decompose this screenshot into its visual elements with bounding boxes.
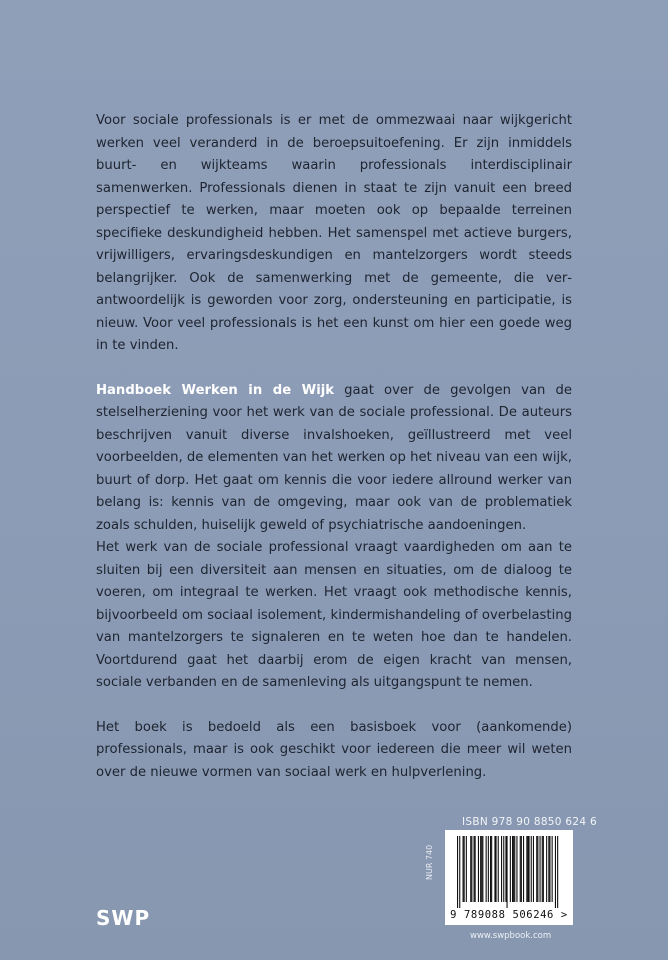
paragraph-2 [96, 380, 572, 538]
barcode-bar [488, 836, 489, 902]
barcode-bar [533, 836, 534, 902]
paragraph-2-rest: gaat over de gevolgen van de stelselherziening voor het werk van de sociale professional. De auteurs beschrijven vanuit diverse invalshoeken, geïllustreerd met veel voorbeelden, de elementen van het werken op het niveau van een wijk, buurt of dorp. Het gaat om kennis die voor iedere allround werker van belang is: kennis van de omgeving, maar ook van de problematiek zoals schulden, huiselijk geweld of psychiatrische aandoeningen. [96, 382, 573, 533]
barcode-bar [507, 836, 508, 908]
barcode-bar [512, 836, 513, 902]
paragraph-gap [96, 358, 572, 380]
barcode-bar [494, 836, 495, 902]
barcode-bar [542, 836, 543, 902]
barcode-bar [552, 836, 553, 902]
barcode-bar [466, 836, 467, 902]
paragraph-1: Voor sociale professionals is er met de ommezwaai naar wijkgericht werken veel veranderd in de beroepsuitoefening. Er zijn inmiddels buurt- en wijkteams waarin professionals interdisciplinair samenwerken. Professionals dienen in staat te zijn vanuit een breed perspectief te werken, maar moeten ook op bepaalde terreinen specifieke deskundigheid hebben. Het samenspel met actieve burgers, vrijwilligers, ervaringsdeskundigen en mantelzorgers wordt steeds belangrijker. Ook de samenwerking met de gemeente, die verantwoordelijk is geworden voor zorg, ondersteuning en participatie, is nieuw. Voor veel professionals is het een kunst om hier een goede weg in te vinden. [96, 113, 572, 353]
barcode-bar [540, 836, 541, 902]
barcode-bar [514, 836, 515, 902]
barcode-bar [464, 836, 465, 902]
barcode-bar [496, 836, 497, 902]
barcode-bar [529, 836, 530, 902]
blurb-text [96, 110, 572, 784]
barcode-bar [527, 836, 528, 902]
barcode-bar [557, 836, 558, 908]
publisher-website: www.swpbook.com [470, 931, 552, 941]
barcode-bar [457, 836, 458, 908]
barcode-bar [537, 836, 538, 902]
barcode-bar [520, 836, 521, 902]
nur-code: NUR 740 [425, 844, 434, 880]
barcode-bar [546, 836, 547, 902]
paragraph-gap [96, 695, 572, 717]
barcode-bar [459, 836, 460, 908]
barcode-bar [555, 836, 556, 908]
barcode-bar [526, 836, 527, 902]
barcode-bar [470, 836, 471, 902]
paragraph-4: Het boek is bedoeld als een basisboek voor (aankomende) professionals, maar is ook geschikt voor iedereen die meer wil weten over de nieuwe vormen van sociaal werk en hulpverlening. [96, 719, 572, 780]
book-title-highlight: Handboek Werken in de Wijk [96, 382, 335, 398]
barcode-bar [474, 836, 475, 902]
isbn-label: ISBN 978 90 8850 624 6 [462, 816, 597, 828]
barcode-bar [471, 836, 472, 902]
barcode-bar [531, 836, 532, 902]
barcode-bar [481, 836, 482, 902]
barcode-bar [543, 836, 544, 902]
barcode-bar [486, 836, 487, 902]
barcode-bar [490, 836, 491, 902]
publisher-logo: SWP [96, 906, 151, 930]
barcode-bar [516, 836, 517, 902]
barcode-bars [445, 830, 573, 910]
barcode-bar [491, 836, 492, 902]
barcode-bar [549, 836, 550, 902]
barcode-bar [523, 836, 524, 902]
barcode-bar [513, 836, 514, 902]
barcode-bar [510, 836, 511, 902]
barcode-bar [498, 836, 499, 902]
barcode-digits: 9 789088 506246 > [450, 909, 568, 921]
barcode-bar [478, 836, 479, 902]
barcode-bar [501, 836, 502, 902]
barcode-bar [548, 836, 549, 902]
barcode-bar [475, 836, 476, 902]
barcode-bar [521, 836, 522, 902]
paragraph-3: Het werk van de sociale professional vraagt vaardigheden om aan te sluiten bij een diversiteit aan mensen en situaties, om de dialoog te voeren, om integraal te werken. Het vraagt ook methodische kennis, bijvoorbeeld om sociaal isolement, kindermishandeling of overbelasting van mantelzorgers te signaleren en te weten hoe dan te handelen. Voortdurend gaat het daarbij erom de eigen kracht van mensen, sociale verbanden en de samenleving als uitgangspunt te nemen. [96, 540, 572, 690]
barcode-bar [536, 836, 537, 902]
barcode [445, 830, 573, 925]
barcode-bar [463, 836, 464, 902]
barcode-bar [480, 836, 481, 902]
barcode-bar [482, 836, 483, 902]
barcode-bar [503, 836, 504, 902]
barcode-bar [505, 836, 506, 902]
